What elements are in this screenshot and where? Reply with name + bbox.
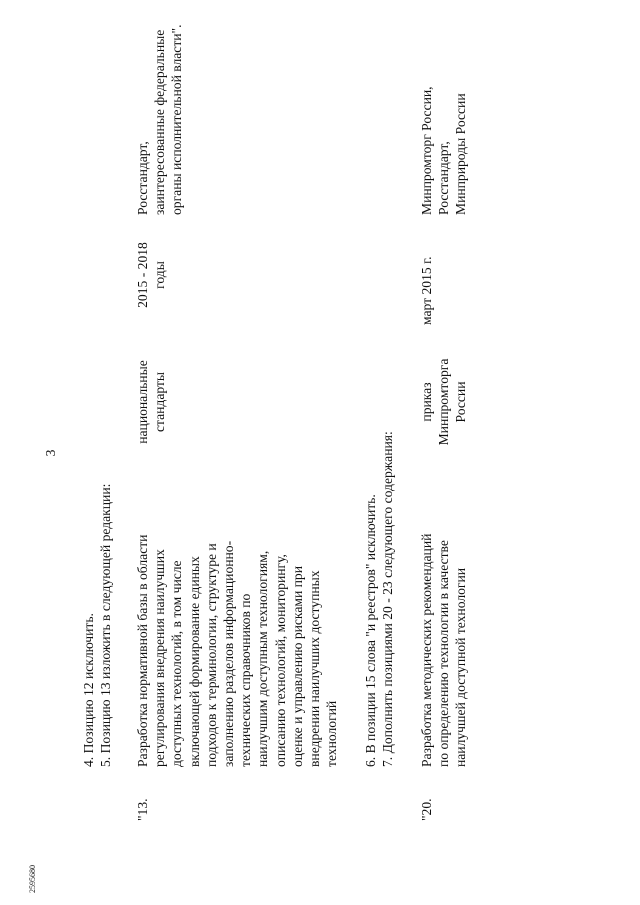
instruction-item-5: 5. Позицию 13 изложить в следующей редакции: <box>98 483 113 767</box>
instruction-item-7: 7. Дополнить позициями 20 - 23 следующего содержания: <box>380 431 395 767</box>
page-number: 3 <box>43 449 58 457</box>
row-deadline: март 2015 г. <box>419 256 434 325</box>
row-number: "20. <box>419 798 434 821</box>
document-code: 2595680 <box>28 865 37 893</box>
row-number: "13. <box>135 798 150 821</box>
row-description: Разработка методических рекомендаций по определению технологии в качестве наилучшей доступной технологии <box>419 533 469 767</box>
row-deadline: 2015 - 2018 годы <box>135 242 168 308</box>
row-document-type: национальные стандарты <box>135 360 168 444</box>
instruction-item-6: 6. В позиции 15 слова "и реестров" исключить. <box>363 494 378 767</box>
row-executors: Минпромторг России, Росстандарт, Минприроды России <box>419 86 469 215</box>
row-document-type: приказ Минпромторга России <box>419 358 469 446</box>
row-executors: Росстандарт, заинтересованные федеральные органы исполнительной власти". <box>135 24 185 215</box>
instruction-item-4: 4. Позицию 12 исключить. <box>81 613 96 767</box>
row-description: Разработка нормативной базы в области регулирования внедрения наилучших доступных технологий, в том числе включающей формирование единых подходов к терминологии, структуре и заполнению разделов информационно- технических справочников по наилучшим доступным технологиям, описанию технологий, мониторингу, оценке и управлению рисками при внедрении наилучших доступных технологий <box>135 534 340 767</box>
